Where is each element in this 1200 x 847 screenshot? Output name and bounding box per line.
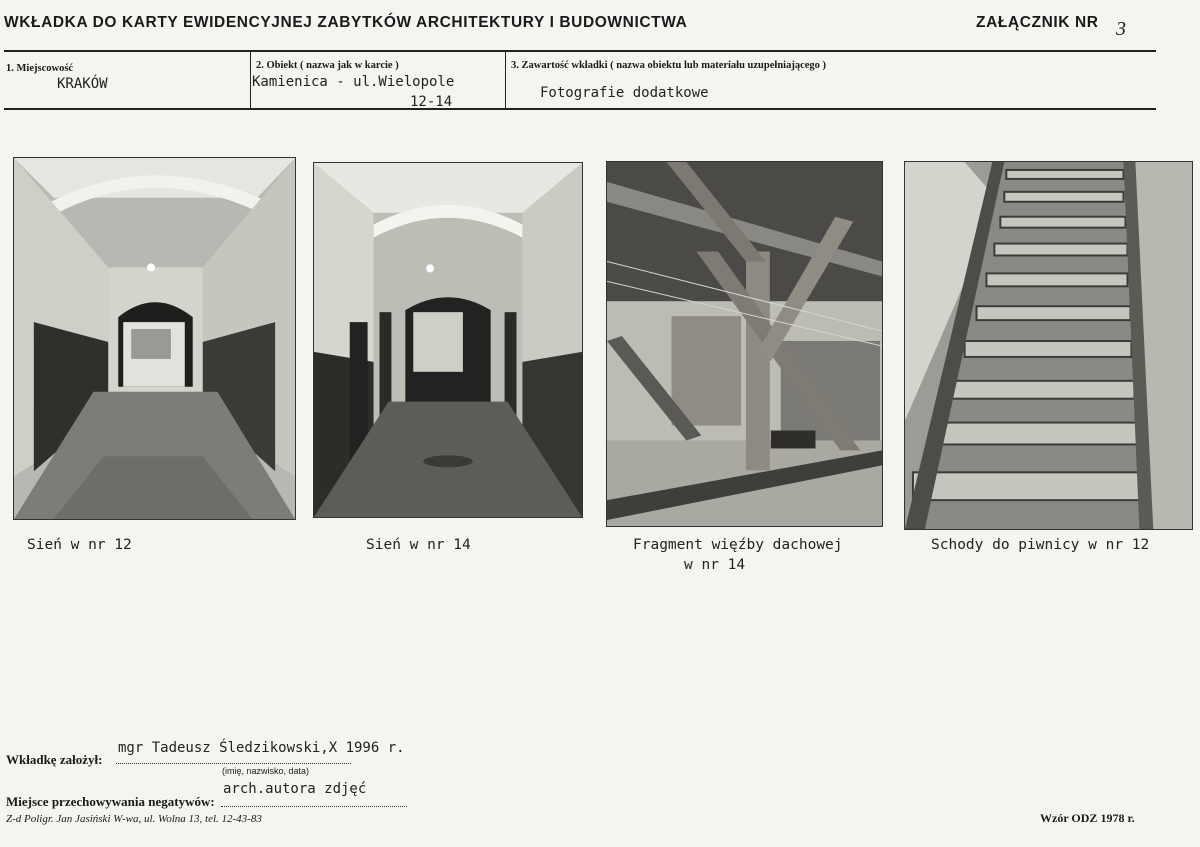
negatives-value: arch.autora zdjęć <box>223 781 367 797</box>
locality-label: 1. Miejscowość <box>6 63 74 74</box>
caption-photo-3-line1: Fragment więźby dachowej <box>633 537 843 553</box>
object-value-line2: 12-14 <box>410 94 453 110</box>
negatives-label: Miejsce przechowywania negatywów: <box>6 794 215 809</box>
founder-hint: (imię, nazwisko, data) <box>222 766 310 776</box>
photo-roof-truss <box>606 161 883 527</box>
content-label: 3. Zawartość wkładki ( nazwa obiektu lub materiału uzupełniającego ) <box>511 60 827 71</box>
annex-label: ZAŁĄCZNIK NR <box>976 14 1099 31</box>
founder-value: mgr Tadeusz Śledzikowski,X 1996 r. <box>118 740 405 756</box>
founder-label: Wkładkę założył: <box>6 752 103 767</box>
caption-photo-2: Sień w nr 14 <box>366 537 471 553</box>
object-label: 2. Obiekt ( nazwa jak w karcie ) <box>256 60 399 71</box>
caption-photo-1: Sień w nr 12 <box>27 537 132 553</box>
form-code: Wzór ODZ 1978 r. <box>1040 811 1135 825</box>
printer-imprint: Z-d Poligr. Jan Jasiński W-wa, ul. Wolna 13, tel. 12-43-83 <box>6 813 262 825</box>
negatives-dotted-line <box>221 806 407 807</box>
field-divider-2 <box>505 52 506 108</box>
document-title: WKŁADKA DO KARTY EWIDENCYJNEJ ZABYTKÓW ARCHITEKTURY I BUDOWNICTWA <box>4 14 688 31</box>
header-rule-top <box>4 50 1156 52</box>
field-divider-1 <box>250 52 251 108</box>
object-value-line1: Kamienica - ul.Wielopole <box>252 74 455 90</box>
founder-dotted-line <box>116 763 351 764</box>
caption-photo-3-line2: w nr 14 <box>684 557 746 573</box>
header-rule-bottom <box>4 108 1156 110</box>
annex-number: 3 <box>1116 18 1126 40</box>
content-value: Fotografie dodatkowe <box>540 85 709 101</box>
photo-cellar-stairs <box>904 161 1193 530</box>
photo-passage-nr12 <box>13 157 296 520</box>
photo-passage-nr14 <box>313 162 583 518</box>
caption-photo-4: Schody do piwnicy w nr 12 <box>931 537 1150 553</box>
locality-value: KRAKÓW <box>57 76 108 92</box>
